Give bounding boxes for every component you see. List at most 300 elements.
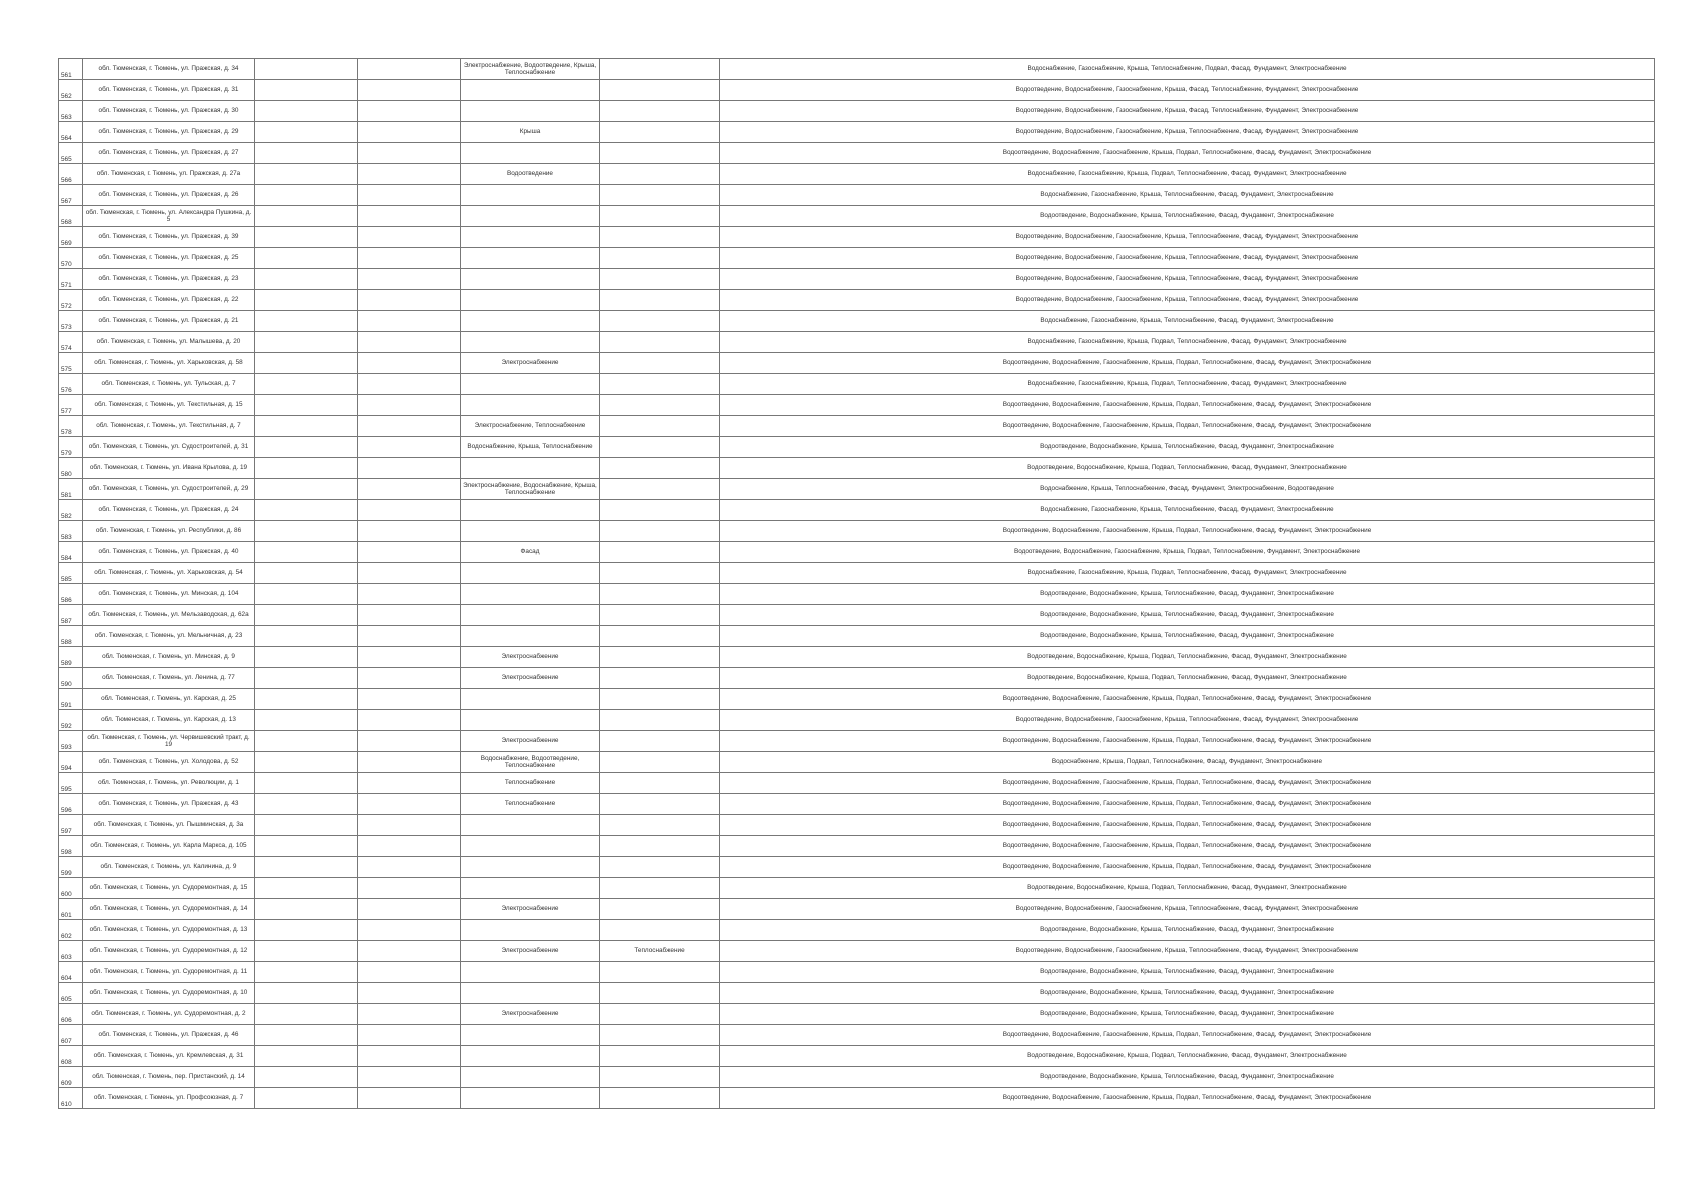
empty-cell — [255, 311, 358, 332]
empty-cell — [358, 941, 461, 962]
work-types-cell — [461, 500, 600, 521]
table-row — [59, 1004, 1655, 1025]
work-types-cell — [461, 584, 600, 605]
address-cell: обл. Тюменская, г. Тюмень, ул. Профсоюзная, д. 7 — [83, 1088, 255, 1109]
additional-works-cell — [600, 668, 720, 689]
empty-cell — [358, 395, 461, 416]
structural-elements-cell: Водоотведение, Водоснабжение, Газоснабжение, Крыша, Теплоснабжение, Фасад, Фундамент, Электроснабжение — [720, 290, 1655, 311]
structural-elements-cell: Водоотведение, Водоснабжение, Газоснабжение, Крыша, Теплоснабжение, Фасад, Фундамент, Электроснабжение — [720, 941, 1655, 962]
row-number-cell: 591 — [59, 689, 83, 710]
address-cell: обл. Тюменская, г. Тюмень, ул. Минская, д. 9 — [83, 647, 255, 668]
empty-cell — [255, 1004, 358, 1025]
empty-cell — [255, 185, 358, 206]
structural-elements-cell: Водоотведение, Водоснабжение, Газоснабжение, Крыша, Подвал, Теплоснабжение, Фасад, Фундамент, Электроснабжение — [720, 815, 1655, 836]
structural-elements-cell: Водоотведение, Водоснабжение, Газоснабжение, Крыша, Подвал, Теплоснабжение, Фасад, Фундамент, Электроснабжение — [720, 857, 1655, 878]
address-cell: обл. Тюменская, г. Тюмень, ул. Пражская, д. 23 — [83, 269, 255, 290]
empty-cell — [255, 59, 358, 80]
empty-cell — [358, 374, 461, 395]
additional-works-cell — [600, 983, 720, 1004]
row-number-cell: 593 — [59, 731, 83, 752]
row-number-cell: 595 — [59, 773, 83, 794]
empty-cell — [255, 395, 358, 416]
row-number-cell: 601 — [59, 899, 83, 920]
structural-elements-cell: Водоснабжение, Крыша, Подвал, Теплоснабжение, Фасад, Фундамент, Электроснабжение — [720, 752, 1655, 773]
additional-works-cell — [600, 773, 720, 794]
empty-cell — [255, 941, 358, 962]
address-cell: обл. Тюменская, г. Тюмень, ул. Судоремонтная, д. 2 — [83, 1004, 255, 1025]
table-row — [59, 101, 1655, 122]
structural-elements-cell: Водоснабжение, Газоснабжение, Крыша, Теплоснабжение, Фасад, Фундамент, Электроснабжение — [720, 311, 1655, 332]
empty-cell — [358, 794, 461, 815]
structural-elements-cell: Водоотведение, Водоснабжение, Газоснабжение, Крыша, Подвал, Теплоснабжение, Фасад, Фундамент, Электроснабжение — [720, 836, 1655, 857]
table-row — [59, 857, 1655, 878]
structural-elements-cell: Водоотведение, Водоснабжение, Крыша, Теплоснабжение, Фасад, Фундамент, Электроснабжение — [720, 605, 1655, 626]
empty-cell — [255, 374, 358, 395]
work-types-cell — [461, 227, 600, 248]
empty-cell — [358, 269, 461, 290]
empty-cell — [358, 500, 461, 521]
empty-cell — [255, 731, 358, 752]
table-row — [59, 605, 1655, 626]
empty-cell — [358, 248, 461, 269]
additional-works-cell — [600, 143, 720, 164]
empty-cell — [358, 1004, 461, 1025]
address-cell: обл. Тюменская, г. Тюмень, ул. Пражская, д. 27 — [83, 143, 255, 164]
table-row — [59, 1088, 1655, 1109]
work-types-cell — [461, 689, 600, 710]
row-number-cell: 563 — [59, 101, 83, 122]
table-row — [59, 185, 1655, 206]
additional-works-cell — [600, 206, 720, 227]
work-types-cell — [461, 920, 600, 941]
work-types-cell — [461, 80, 600, 101]
row-number-cell: 577 — [59, 395, 83, 416]
additional-works-cell — [600, 542, 720, 563]
table-row — [59, 143, 1655, 164]
empty-cell — [358, 710, 461, 731]
work-types-cell: Электроснабжение — [461, 668, 600, 689]
row-number-cell: 605 — [59, 983, 83, 1004]
address-cell: обл. Тюменская, г. Тюмень, ул. Малышева, д. 20 — [83, 332, 255, 353]
row-number-cell: 573 — [59, 311, 83, 332]
address-cell: обл. Тюменская, г. Тюмень, ул. Текстильная, д. 7 — [83, 416, 255, 437]
structural-elements-cell: Водоотведение, Водоснабжение, Газоснабжение, Крыша, Подвал, Теплоснабжение, Фасад, Фундамент, Электроснабжение — [720, 773, 1655, 794]
empty-cell — [255, 458, 358, 479]
additional-works-cell — [600, 479, 720, 500]
empty-cell — [358, 563, 461, 584]
additional-works-cell — [600, 647, 720, 668]
address-cell: обл. Тюменская, г. Тюмень, ул. Судоремонтная, д. 10 — [83, 983, 255, 1004]
empty-cell — [358, 857, 461, 878]
table-row — [59, 668, 1655, 689]
empty-cell — [255, 857, 358, 878]
structural-elements-cell: Водоотведение, Водоснабжение, Газоснабжение, Крыша, Подвал, Теплоснабжение, Фундамент, Электроснабжение — [720, 542, 1655, 563]
structural-elements-cell: Водоотведение, Водоснабжение, Крыша, Теплоснабжение, Фасад, Фундамент, Электроснабжение — [720, 206, 1655, 227]
empty-cell — [358, 647, 461, 668]
empty-cell — [358, 353, 461, 374]
empty-cell — [255, 1067, 358, 1088]
table-row — [59, 59, 1655, 80]
address-cell: обл. Тюменская, г. Тюмень, ул. Александра Пушкина, д. 5 — [83, 206, 255, 227]
address-cell: обл. Тюменская, г. Тюмень, ул. Карская, д. 25 — [83, 689, 255, 710]
empty-cell — [255, 983, 358, 1004]
work-types-cell — [461, 1046, 600, 1067]
address-cell: обл. Тюменская, г. Тюмень, ул. Текстильная, д. 15 — [83, 395, 255, 416]
work-types-cell: Водоснабжение, Крыша, Теплоснабжение — [461, 437, 600, 458]
additional-works-cell — [600, 1025, 720, 1046]
structural-elements-cell: Водоотведение, Водоснабжение, Газоснабжение, Крыша, Теплоснабжение, Фасад, Фундамент, Электроснабжение — [720, 899, 1655, 920]
structural-elements-cell: Водоотведение, Водоснабжение, Крыша, Теплоснабжение, Фасад, Фундамент, Электроснабжение — [720, 584, 1655, 605]
work-types-cell — [461, 395, 600, 416]
structural-elements-cell: Водоотведение, Водоснабжение, Крыша, Теплоснабжение, Фасад, Фундамент, Электроснабжение — [720, 920, 1655, 941]
row-number-cell: 574 — [59, 332, 83, 353]
address-cell: обл. Тюменская, г. Тюмень, ул. Революции, д. 1 — [83, 773, 255, 794]
table-row — [59, 269, 1655, 290]
additional-works-cell — [600, 332, 720, 353]
address-cell: обл. Тюменская, г. Тюмень, ул. Пражская, д. 39 — [83, 227, 255, 248]
empty-cell — [358, 1067, 461, 1088]
table-row — [59, 836, 1655, 857]
work-types-cell — [461, 1025, 600, 1046]
empty-cell — [255, 710, 358, 731]
address-cell: обл. Тюменская, г. Тюмень, ул. Пражская, д. 43 — [83, 794, 255, 815]
additional-works-cell — [600, 584, 720, 605]
address-cell: обл. Тюменская, г. Тюмень, ул. Судоремонтная, д. 15 — [83, 878, 255, 899]
table-row — [59, 1046, 1655, 1067]
structural-elements-cell: Водоснабжение, Газоснабжение, Крыша, Подвал, Теплоснабжение, Фасад, Фундамент, Электроснабжение — [720, 164, 1655, 185]
additional-works-cell — [600, 311, 720, 332]
row-number-cell: 587 — [59, 605, 83, 626]
additional-works-cell — [600, 227, 720, 248]
work-types-cell: Электроснабжение — [461, 941, 600, 962]
work-types-cell: Электроснабжение — [461, 1004, 600, 1025]
additional-works-cell — [600, 626, 720, 647]
structural-elements-cell: Водоотведение, Водоснабжение, Газоснабжение, Крыша, Подвал, Теплоснабжение, Фасад, Фундамент, Электроснабжение — [720, 731, 1655, 752]
additional-works-cell — [600, 290, 720, 311]
work-types-cell: Теплоснабжение — [461, 773, 600, 794]
empty-cell — [358, 983, 461, 1004]
table-row — [59, 773, 1655, 794]
additional-works-cell — [600, 794, 720, 815]
address-cell: обл. Тюменская, г. Тюмень, ул. Республики, д. 86 — [83, 521, 255, 542]
empty-cell — [255, 332, 358, 353]
work-types-cell — [461, 983, 600, 1004]
additional-works-cell — [600, 269, 720, 290]
empty-cell — [255, 1046, 358, 1067]
row-number-cell: 584 — [59, 542, 83, 563]
empty-cell — [358, 80, 461, 101]
empty-cell — [358, 920, 461, 941]
additional-works-cell — [600, 1046, 720, 1067]
empty-cell — [255, 815, 358, 836]
work-types-cell — [461, 269, 600, 290]
work-types-cell — [461, 857, 600, 878]
address-cell: обл. Тюменская, г. Тюмень, ул. Судоремонтная, д. 13 — [83, 920, 255, 941]
additional-works-cell — [600, 101, 720, 122]
row-number-cell: 580 — [59, 458, 83, 479]
empty-cell — [358, 689, 461, 710]
empty-cell — [255, 500, 358, 521]
work-types-cell — [461, 290, 600, 311]
additional-works-cell — [600, 899, 720, 920]
address-cell: обл. Тюменская, г. Тюмень, ул. Мельничная, д. 23 — [83, 626, 255, 647]
empty-cell — [358, 836, 461, 857]
additional-works-cell — [600, 353, 720, 374]
empty-cell — [255, 353, 358, 374]
work-types-cell — [461, 206, 600, 227]
table-row — [59, 80, 1655, 101]
address-cell: обл. Тюменская, г. Тюмень, ул. Пражская, д. 30 — [83, 101, 255, 122]
structural-elements-cell: Водоснабжение, Газоснабжение, Крыша, Теплоснабжение, Фасад, Фундамент, Электроснабжение — [720, 185, 1655, 206]
additional-works-cell — [600, 500, 720, 521]
structural-elements-cell: Водоотведение, Водоснабжение, Газоснабжение, Крыша, Теплоснабжение, Фасад, Фундамент, Электроснабжение — [720, 122, 1655, 143]
empty-cell — [255, 920, 358, 941]
empty-cell — [358, 479, 461, 500]
empty-cell — [358, 668, 461, 689]
additional-works-cell — [600, 1004, 720, 1025]
row-number-cell: 582 — [59, 500, 83, 521]
empty-cell — [358, 521, 461, 542]
row-number-cell: 568 — [59, 206, 83, 227]
row-number-cell: 594 — [59, 752, 83, 773]
work-types-cell — [461, 1088, 600, 1109]
additional-works-cell: Теплоснабжение — [600, 941, 720, 962]
work-types-cell: Электроснабжение — [461, 353, 600, 374]
row-number-cell: 565 — [59, 143, 83, 164]
empty-cell — [255, 542, 358, 563]
structural-elements-cell: Водоснабжение, Газоснабжение, Крыша, Теплоснабжение, Подвал, Фасад, Фундамент, Электроснабжение — [720, 59, 1655, 80]
additional-works-cell — [600, 164, 720, 185]
work-types-cell: Электроснабжение — [461, 647, 600, 668]
table-row — [59, 899, 1655, 920]
additional-works-cell — [600, 185, 720, 206]
additional-works-cell — [600, 59, 720, 80]
empty-cell — [255, 416, 358, 437]
additional-works-cell — [600, 374, 720, 395]
additional-works-cell — [600, 815, 720, 836]
additional-works-cell — [600, 836, 720, 857]
table-row — [59, 563, 1655, 584]
address-cell: обл. Тюменская, г. Тюмень, ул. Судостроителей, д. 29 — [83, 479, 255, 500]
structural-elements-cell: Водоотведение, Водоснабжение, Крыша, Подвал, Теплоснабжение, Фасад, Фундамент, Электроснабжение — [720, 668, 1655, 689]
row-number-cell: 564 — [59, 122, 83, 143]
table-row — [59, 227, 1655, 248]
address-cell: обл. Тюменская, г. Тюмень, ул. Кремлевская, д. 31 — [83, 1046, 255, 1067]
empty-cell — [255, 668, 358, 689]
empty-cell — [358, 542, 461, 563]
row-number-cell: 608 — [59, 1046, 83, 1067]
address-cell: обл. Тюменская, г. Тюмень, ул. Пражская, д. 29 — [83, 122, 255, 143]
empty-cell — [255, 773, 358, 794]
address-cell: обл. Тюменская, г. Тюмень, ул. Пражская, д. 31 — [83, 80, 255, 101]
empty-cell — [358, 185, 461, 206]
additional-works-cell — [600, 437, 720, 458]
work-types-cell: Водоотведение — [461, 164, 600, 185]
structural-elements-cell: Водоотведение, Водоснабжение, Газоснабжение, Крыша, Теплоснабжение, Фасад, Фундамент, Электроснабжение — [720, 248, 1655, 269]
structural-elements-cell: Водоснабжение, Газоснабжение, Крыша, Подвал, Теплоснабжение, Фасад, Фундамент, Электроснабжение — [720, 374, 1655, 395]
work-types-cell: Электроснабжение, Теплоснабжение — [461, 416, 600, 437]
work-types-cell — [461, 332, 600, 353]
structural-elements-cell: Водоотведение, Водоснабжение, Газоснабжение, Крыша, Теплоснабжение, Фасад, Фундамент, Электроснабжение — [720, 710, 1655, 731]
empty-cell — [255, 836, 358, 857]
row-number-cell: 571 — [59, 269, 83, 290]
address-cell: обл. Тюменская, г. Тюмень, ул. Ивана Крылова, д. 19 — [83, 458, 255, 479]
row-number-cell: 589 — [59, 647, 83, 668]
structural-elements-cell: Водоотведение, Водоснабжение, Газоснабжение, Крыша, Подвал, Теплоснабжение, Фасад, Фундамент, Электроснабжение — [720, 689, 1655, 710]
empty-cell — [255, 80, 358, 101]
row-number-cell: 602 — [59, 920, 83, 941]
additional-works-cell — [600, 563, 720, 584]
empty-cell — [358, 416, 461, 437]
table-row — [59, 542, 1655, 563]
structural-elements-cell: Водоотведение, Водоснабжение, Крыша, Теплоснабжение, Фасад, Фундамент, Электроснабжение — [720, 1004, 1655, 1025]
structural-elements-cell: Водоотведение, Водоснабжение, Газоснабжение, Крыша, Подвал, Теплоснабжение, Фасад, Фундамент, Электроснабжение — [720, 353, 1655, 374]
empty-cell — [358, 815, 461, 836]
additional-works-cell — [600, 458, 720, 479]
structural-elements-cell: Водоотведение, Водоснабжение, Крыша, Теплоснабжение, Фасад, Фундамент, Электроснабжение — [720, 437, 1655, 458]
empty-cell — [358, 899, 461, 920]
empty-cell — [255, 164, 358, 185]
row-number-cell: 603 — [59, 941, 83, 962]
empty-cell — [358, 311, 461, 332]
work-types-cell — [461, 626, 600, 647]
table-row — [59, 353, 1655, 374]
empty-cell — [358, 101, 461, 122]
work-types-cell: Крыша — [461, 122, 600, 143]
row-number-cell: 607 — [59, 1025, 83, 1046]
empty-cell — [358, 458, 461, 479]
table-row — [59, 815, 1655, 836]
address-cell: обл. Тюменская, г. Тюмень, ул. Пражская, д. 46 — [83, 1025, 255, 1046]
table-row — [59, 731, 1655, 752]
empty-cell — [358, 878, 461, 899]
empty-cell — [358, 773, 461, 794]
empty-cell — [358, 437, 461, 458]
additional-works-cell — [600, 521, 720, 542]
structural-elements-cell: Водоотведение, Водоснабжение, Газоснабжение, Крыша, Подвал, Теплоснабжение, Фасад, Фундамент, Электроснабжение — [720, 143, 1655, 164]
table-row — [59, 962, 1655, 983]
structural-elements-cell: Водоотведение, Водоснабжение, Газоснабжение, Крыша, Фасад, Теплоснабжение, Фундамент, Электроснабжение — [720, 101, 1655, 122]
table-row — [59, 626, 1655, 647]
address-cell: обл. Тюменская, г. Тюмень, ул. Харьковская, д. 54 — [83, 563, 255, 584]
address-cell: обл. Тюменская, г. Тюмень, ул. Калинина, д. 9 — [83, 857, 255, 878]
table-row — [59, 983, 1655, 1004]
address-cell: обл. Тюменская, г. Тюмень, ул. Пражская, д. 21 — [83, 311, 255, 332]
work-types-cell — [461, 605, 600, 626]
address-cell: обл. Тюменская, г. Тюмень, ул. Минская, д. 104 — [83, 584, 255, 605]
row-number-cell: 599 — [59, 857, 83, 878]
table-row — [59, 458, 1655, 479]
additional-works-cell — [600, 710, 720, 731]
address-cell: обл. Тюменская, г. Тюмень, ул. Судоремонтная, д. 12 — [83, 941, 255, 962]
empty-cell — [358, 962, 461, 983]
empty-cell — [358, 584, 461, 605]
empty-cell — [358, 290, 461, 311]
empty-cell — [255, 626, 358, 647]
empty-cell — [358, 332, 461, 353]
additional-works-cell — [600, 752, 720, 773]
table-row — [59, 941, 1655, 962]
empty-cell — [255, 962, 358, 983]
address-cell: обл. Тюменская, г. Тюмень, ул. Судостроителей, д. 31 — [83, 437, 255, 458]
address-cell: обл. Тюменская, г. Тюмень, ул. Пражская, д. 22 — [83, 290, 255, 311]
empty-cell — [255, 752, 358, 773]
empty-cell — [358, 1046, 461, 1067]
additional-works-cell — [600, 122, 720, 143]
address-cell: обл. Тюменская, г. Тюмень, ул. Пражская, д. 27а — [83, 164, 255, 185]
empty-cell — [358, 164, 461, 185]
additional-works-cell — [600, 605, 720, 626]
structural-elements-cell: Водоотведение, Водоснабжение, Газоснабжение, Крыша, Фасад, Теплоснабжение, Фундамент, Электроснабжение — [720, 80, 1655, 101]
empty-cell — [358, 1025, 461, 1046]
table-row — [59, 752, 1655, 773]
work-types-cell — [461, 101, 600, 122]
row-number-cell: 598 — [59, 836, 83, 857]
address-cell: обл. Тюменская, г. Тюмень, ул. Карская, д. 13 — [83, 710, 255, 731]
work-types-cell: Теплоснабжение — [461, 794, 600, 815]
additional-works-cell — [600, 962, 720, 983]
empty-cell — [255, 1088, 358, 1109]
additional-works-cell — [600, 395, 720, 416]
row-number-cell: 581 — [59, 479, 83, 500]
empty-cell — [358, 206, 461, 227]
row-number-cell: 604 — [59, 962, 83, 983]
empty-cell — [255, 647, 358, 668]
address-cell: обл. Тюменская, г. Тюмень, ул. Пражская, д. 40 — [83, 542, 255, 563]
empty-cell — [255, 899, 358, 920]
additional-works-cell — [600, 1067, 720, 1088]
work-types-cell — [461, 563, 600, 584]
empty-cell — [358, 626, 461, 647]
empty-cell — [255, 605, 358, 626]
empty-cell — [255, 1025, 358, 1046]
table-row — [59, 1025, 1655, 1046]
work-types-cell — [461, 185, 600, 206]
structural-elements-cell: Водоотведение, Водоснабжение, Крыша, Подвал, Теплоснабжение, Фасад, Фундамент, Электроснабжение — [720, 458, 1655, 479]
row-number-cell: 597 — [59, 815, 83, 836]
work-types-cell — [461, 836, 600, 857]
row-number-cell: 588 — [59, 626, 83, 647]
table-row — [59, 122, 1655, 143]
table-row — [59, 710, 1655, 731]
empty-cell — [255, 227, 358, 248]
address-cell: обл. Тюменская, г. Тюмень, ул. Ленина, д. 77 — [83, 668, 255, 689]
table-row — [59, 500, 1655, 521]
empty-cell — [255, 584, 358, 605]
address-cell: обл. Тюменская, г. Тюмень, ул. Судоремонтная, д. 14 — [83, 899, 255, 920]
work-types-cell — [461, 311, 600, 332]
table-row — [59, 794, 1655, 815]
work-types-cell — [461, 521, 600, 542]
work-types-cell — [461, 710, 600, 731]
row-number-cell: 570 — [59, 248, 83, 269]
address-cell: обл. Тюменская, г. Тюмень, ул. Пышминская, д. 3а — [83, 815, 255, 836]
table-row — [59, 878, 1655, 899]
address-cell: обл. Тюменская, г. Тюмень, ул. Судоремонтная, д. 11 — [83, 962, 255, 983]
row-number-cell: 592 — [59, 710, 83, 731]
table-row — [59, 332, 1655, 353]
row-number-cell: 590 — [59, 668, 83, 689]
empty-cell — [255, 521, 358, 542]
row-number-cell: 606 — [59, 1004, 83, 1025]
address-cell: обл. Тюменская, г. Тюмень, ул. Холодова, д. 52 — [83, 752, 255, 773]
structural-elements-cell: Водоотведение, Водоснабжение, Крыша, Теплоснабжение, Фасад, Фундамент, Электроснабжение — [720, 962, 1655, 983]
structural-elements-cell: Водоотведение, Водоснабжение, Газоснабжение, Крыша, Подвал, Теплоснабжение, Фасад, Фундамент, Электроснабжение — [720, 395, 1655, 416]
structural-elements-cell: Водоснабжение, Газоснабжение, Крыша, Подвал, Теплоснабжение, Фасад, Фундамент, Электроснабжение — [720, 563, 1655, 584]
address-cell: обл. Тюменская, г. Тюмень, ул. Пражская, д. 25 — [83, 248, 255, 269]
structural-elements-cell: Водоснабжение, Газоснабжение, Крыша, Подвал, Теплоснабжение, Фасад, Фундамент, Электроснабжение — [720, 332, 1655, 353]
empty-cell — [255, 563, 358, 584]
